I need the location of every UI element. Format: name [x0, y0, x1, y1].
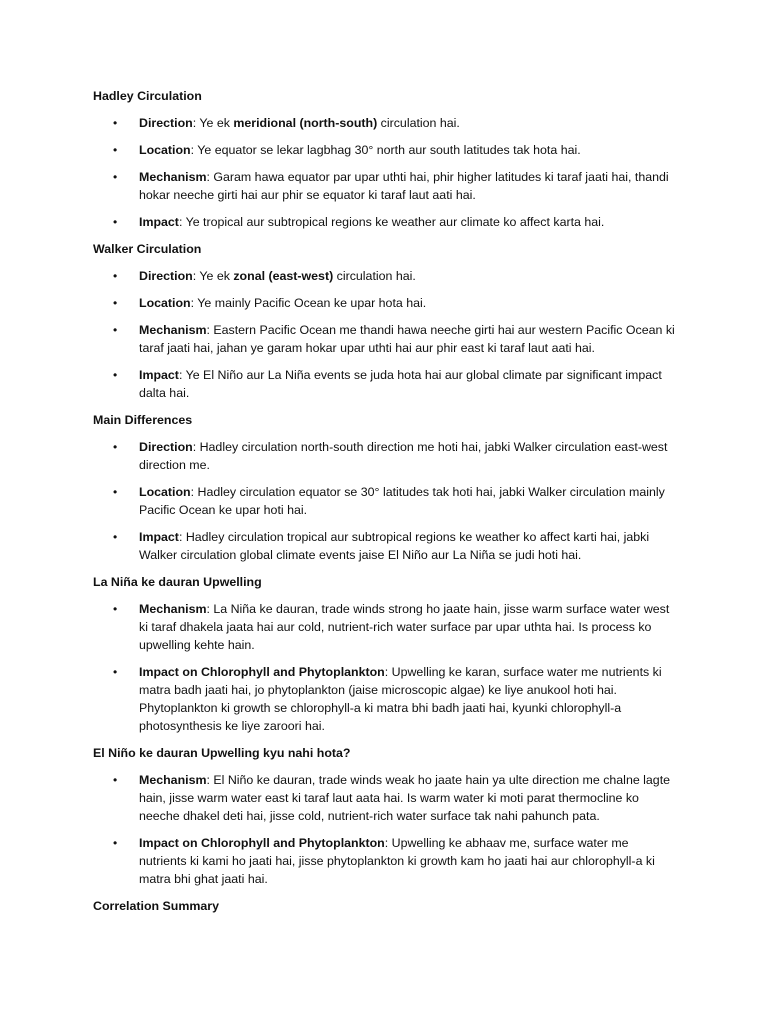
bullet-icon: • — [113, 170, 118, 184]
list-item — [93, 141, 678, 159]
bullet-icon: • — [113, 296, 118, 310]
item-term: Location — [139, 143, 191, 157]
item-term: Impact on Chlorophyll and Phytoplankton — [139, 836, 385, 850]
list-item — [93, 321, 678, 357]
item-term: Direction — [139, 116, 193, 130]
item-text: : La Niña ke dauran, trade winds strong ho jaate hain, jisse warm surface water west ki taraf dhakela jaata hai aur cold, nutrient-rich water surface par upar uthta hai. Is process ko upwelling kehte hain. — [139, 602, 670, 652]
item-emphasis: zonal (east-west) — [233, 269, 334, 283]
bullet-icon: • — [113, 116, 118, 130]
list-item — [93, 366, 678, 402]
bullet-list — [93, 438, 678, 564]
bullet-icon: • — [113, 773, 118, 787]
item-text: : Ye ek — [192, 269, 234, 283]
item-text: : Hadley circulation north-south direction me hoti hai, jabki Walker circulation east-west direction me. — [139, 440, 668, 472]
list-item — [93, 834, 678, 888]
bullet-icon: • — [113, 323, 118, 337]
list-item — [93, 267, 678, 285]
item-text: : El Niño ke dauran, trade winds weak ho jaate hain ya ulte direction me chalne lagte hain, jisse warm water east ki taraf laut aata hai. Is warm water ki moti parat thermocline ko neeche dhakel deti hai, jisse cold, nutrient-rich water surface tak nahi pahunch pata. — [139, 773, 671, 823]
bullet-icon: • — [113, 440, 118, 454]
bullet-icon: • — [113, 368, 118, 382]
item-text: : Upwelling ke abhaav me, surface water me nutrients ki kami ho jaati hai, jisse phytoplankton ki growth kam ho jaati hai aur chlorophyll-a ki matra bhi ghat jaati hai. — [139, 836, 655, 886]
bullet-icon: • — [113, 530, 118, 544]
list-item — [93, 483, 678, 519]
list-item — [93, 168, 678, 204]
item-term: Mechanism — [139, 773, 207, 787]
section-heading: Hadley Circulation — [93, 89, 202, 103]
item-term: Location — [139, 296, 191, 310]
item-term: Direction — [139, 440, 193, 454]
item-text: circulation hai. — [377, 116, 460, 130]
item-text: : Eastern Pacific Ocean me thandi hawa neeche girti hai aur western Pacific Ocean ki taraf jaati hai, jahan ye garam hokar upar uthti hai aur phir east ki taraf laut aati hai. — [139, 323, 675, 355]
bullet-icon: • — [113, 143, 118, 157]
item-term: Mechanism — [139, 170, 207, 184]
bullet-icon: • — [113, 602, 118, 616]
item-text: : Garam hawa equator par upar uthti hai, phir higher latitudes ki taraf jaati hai, thandi hokar neeche girti hai aur phir se equator ki taraf laut aati hai. — [139, 170, 669, 202]
item-text: : Ye tropical aur subtropical regions ke weather aur climate ko affect karta hai. — [178, 215, 605, 229]
item-text: : Upwelling ke karan, surface water me nutrients ki matra badh jaati hai, jo phytoplankton (jaise microscopic algae) ke liye anukool hoti hai. Phytoplankton ki growth se chlorophyll-a ki matra bhi badh jaati hai, kyunki chlorophyll-a photosynthesis ke liye zaroori hai. — [139, 665, 662, 733]
item-term: Impact — [139, 530, 179, 544]
bullet-list — [93, 771, 678, 888]
list-item — [93, 114, 678, 132]
item-text: : Ye mainly Pacific Ocean ke upar hota hai. — [190, 296, 427, 310]
item-text: circulation hai. — [333, 269, 416, 283]
list-item — [93, 663, 678, 735]
section-heading: Walker Circulation — [93, 242, 202, 256]
document-body — [93, 87, 678, 924]
item-term: Mechanism — [139, 602, 207, 616]
item-text: : Ye equator se lekar lagbhag 30° north aur south latitudes tak hota hai. — [190, 143, 581, 157]
item-term: Impact — [139, 215, 179, 229]
item-emphasis: meridional (north-south) — [233, 116, 378, 130]
list-item — [93, 528, 678, 564]
section-heading: La Niña ke dauran Upwelling — [93, 575, 262, 589]
bullet-icon: • — [113, 665, 118, 679]
bullet-icon: • — [113, 269, 118, 283]
bullet-icon: • — [113, 215, 118, 229]
bullet-icon: • — [113, 836, 118, 850]
list-item — [93, 438, 678, 474]
item-text: : Ye ek — [192, 116, 234, 130]
item-text: : Hadley circulation equator se 30° latitudes tak hoti hai, jabki Walker circulation mainly Pacific Ocean ke upar hoti hai. — [139, 485, 665, 517]
bullet-icon: • — [113, 485, 118, 499]
bullet-list — [93, 267, 678, 402]
list-item — [93, 294, 678, 312]
item-term: Impact on Chlorophyll and Phytoplankton — [139, 665, 385, 679]
section-heading: Correlation Summary — [93, 899, 220, 913]
item-text: : Hadley circulation tropical aur subtropical regions ke weather ko affect karti hai, jabki Walker circulation global climate events jaise El Niño aur La Niña se judi hoti hai. — [139, 530, 650, 562]
item-text: : Ye El Niño aur La Niña events se juda hota hai aur global climate par significant impact dalta hai. — [139, 368, 662, 400]
item-term: Direction — [139, 269, 193, 283]
bullet-list — [93, 600, 678, 735]
bullet-list — [93, 114, 678, 231]
section-heading: El Niño ke dauran Upwelling kyu nahi hota? — [93, 746, 351, 760]
section-heading: Main Differences — [93, 413, 193, 427]
item-term: Impact — [139, 368, 179, 382]
list-item — [93, 771, 678, 825]
item-term: Mechanism — [139, 323, 207, 337]
list-item — [93, 213, 678, 231]
list-item — [93, 600, 678, 654]
item-term: Location — [139, 485, 191, 499]
